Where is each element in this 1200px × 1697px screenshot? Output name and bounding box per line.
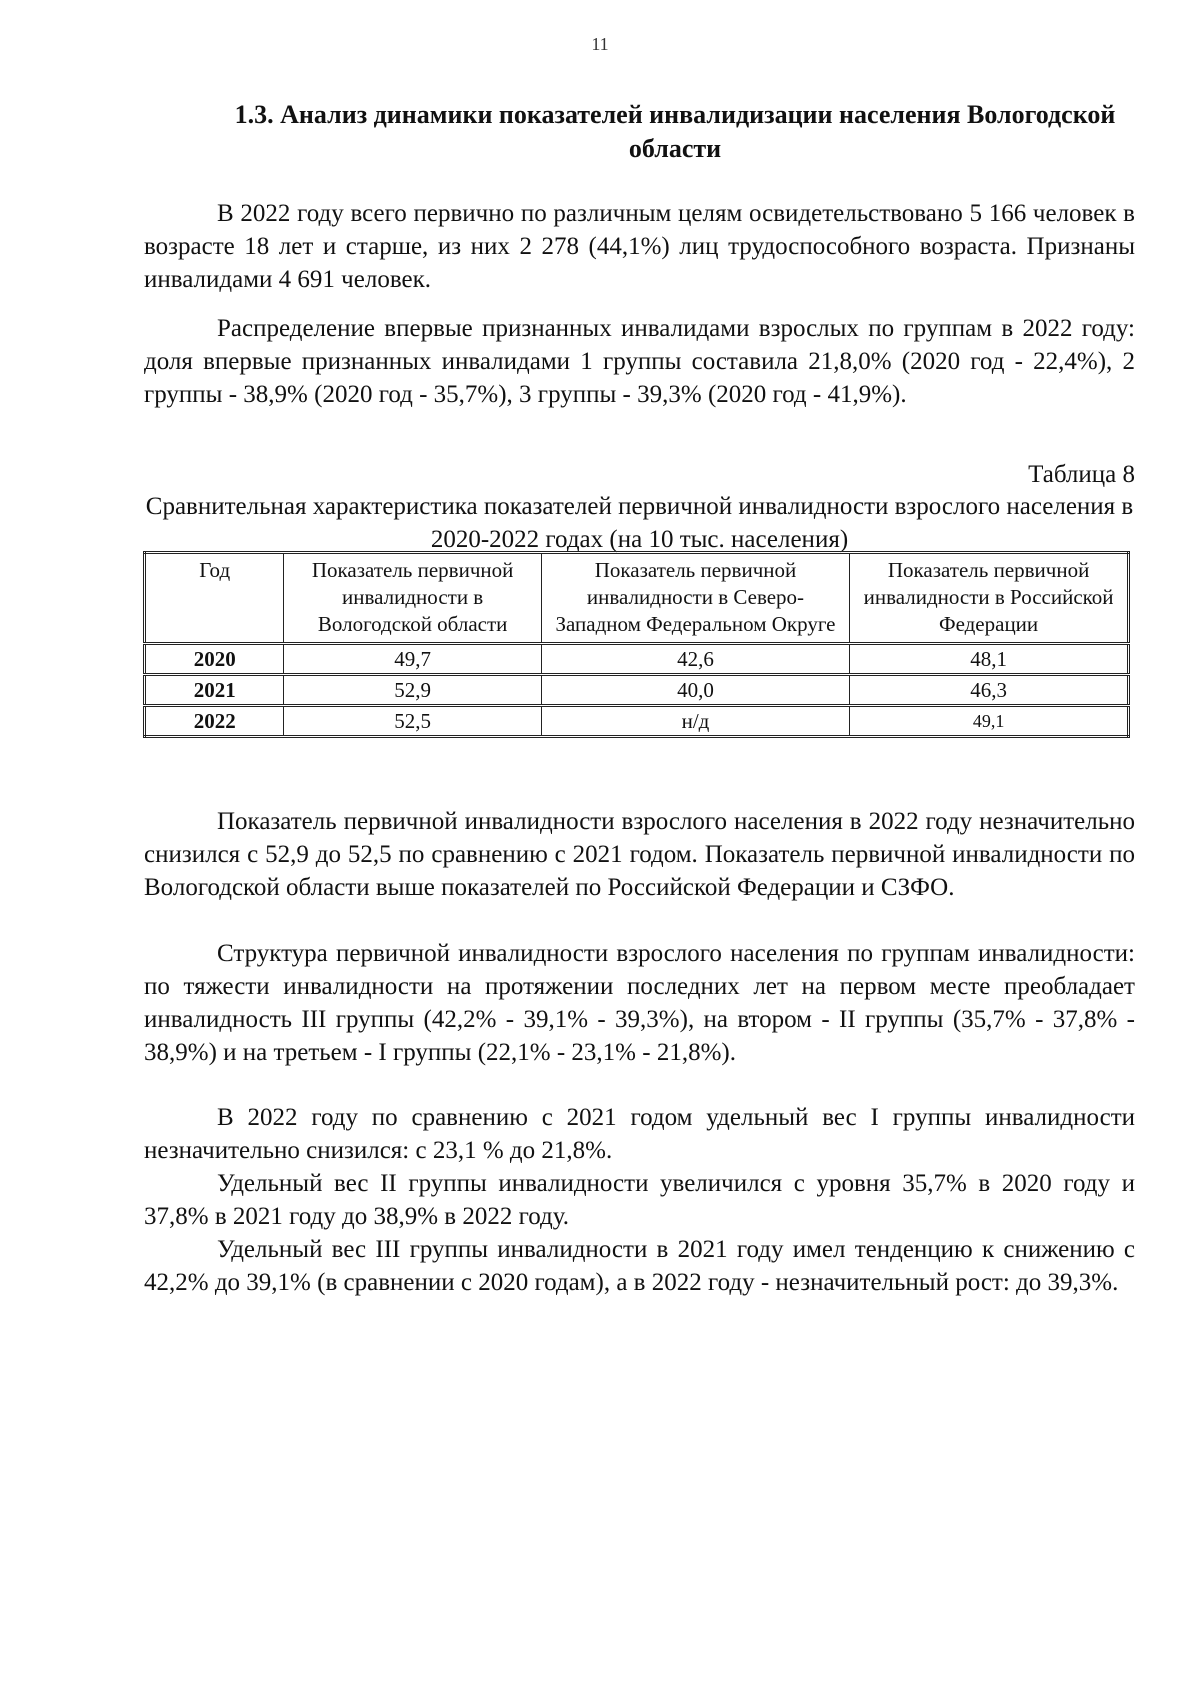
table-caption: Сравнительная характеристика показателей первичной инвалидности взрослого населения в 2020-2022 годах (на 10 тыс. населения) [145,493,1134,553]
szfo-cell: н/д [541,706,849,737]
vologda-cell: 52,9 [284,675,541,706]
russia-cell: 46,3 [850,675,1129,706]
year-cell: 2021 [145,675,284,706]
vologda-cell: 52,5 [284,706,541,737]
paragraph-group-3: Удельный вес III группы инвалидности в 2021 году имел тенденцию к снижению с 42,2% до 39,1% (в сравнении с 2020 годам), а в 2022 году - незначительный рост: до 39,3%. [144,1236,1135,1296]
russia-cell: 48,1 [850,644,1129,675]
paragraph-group-2: Удельный вес II группы инвалидности увеличился с уровня 35,7% в 2020 году и 37,8% в 2021 году до 38,9% в 2022 году. [144,1170,1135,1230]
szfo-cell: 42,6 [541,644,849,675]
table-label: Таблица 8 [1028,461,1135,488]
szfo-cell: 40,0 [541,675,849,706]
vologda-cell: 49,7 [284,644,541,675]
paragraph-indicator-change: Показатель первичной инвалидности взрослого населения в 2022 году незначительно снизился с 52,9 до 52,5 по сравнению с 2021 годом. Показатель первичной инвалидности по Вологодской области выше показателей по Российской Федерации и СЗФО. [144,808,1135,901]
header-vologda: Показатель первичной инвалидности в Вологодской области [284,553,541,644]
paragraph-group-1: В 2022 году по сравнению с 2021 годом удельный вес I группы инвалидности незначительно снизился: с 23,1 % до 21,8%. [144,1104,1135,1164]
year-cell: 2022 [145,706,284,737]
section-heading: 1.3. Анализ динамики показателей инвалидизации населения Вологодской области [234,100,1116,163]
table-row [145,675,1129,706]
russia-cell: 49,1 [850,706,1129,737]
header-russia: Показатель первичной инвалидности в Российской Федерации [850,553,1129,644]
page-number: 11 [591,34,609,54]
header-year: Год [145,553,284,644]
table-row [145,644,1129,675]
paragraph-distribution: Распределение впервые признанных инвалидами взрослых по группам в 2022 году: доля впервые признанных инвалидами 1 группы составила 21,8,0% (2020 год - 22,4%), 2 группы - 38,9% (2020 год - 35,7%), 3 группы - 39,3% (2020 год - 41,9%). [144,315,1135,408]
table-row [145,706,1129,737]
disability-indicators-table [143,551,1130,738]
table-header-row [145,553,1129,644]
year-cell: 2020 [145,644,284,675]
header-szfo: Показатель первичной инвалидности в Северо-Западном Федеральном Округе [541,553,849,644]
paragraph-structure: Структура первичной инвалидности взрослого населения по группам инвалидности: по тяжести инвалидности на протяжении последних лет на первом месте преобладает инвалидность III группы (42,2% - 39,1% - 39,3%), на втором - II группы (35,7% - 37,8% - 38,9%) и на третьем - I группы (22,1% - 23,1% - 21,8%). [144,940,1135,1066]
paragraph-examined: В 2022 году всего первично по различным целям освидетельствовано 5 166 человек в возрасте 18 лет и старше, из них 2 278 (44,1%) лиц трудоспособного возраста. Признаны инвалидами 4 691 человек. [144,200,1135,293]
